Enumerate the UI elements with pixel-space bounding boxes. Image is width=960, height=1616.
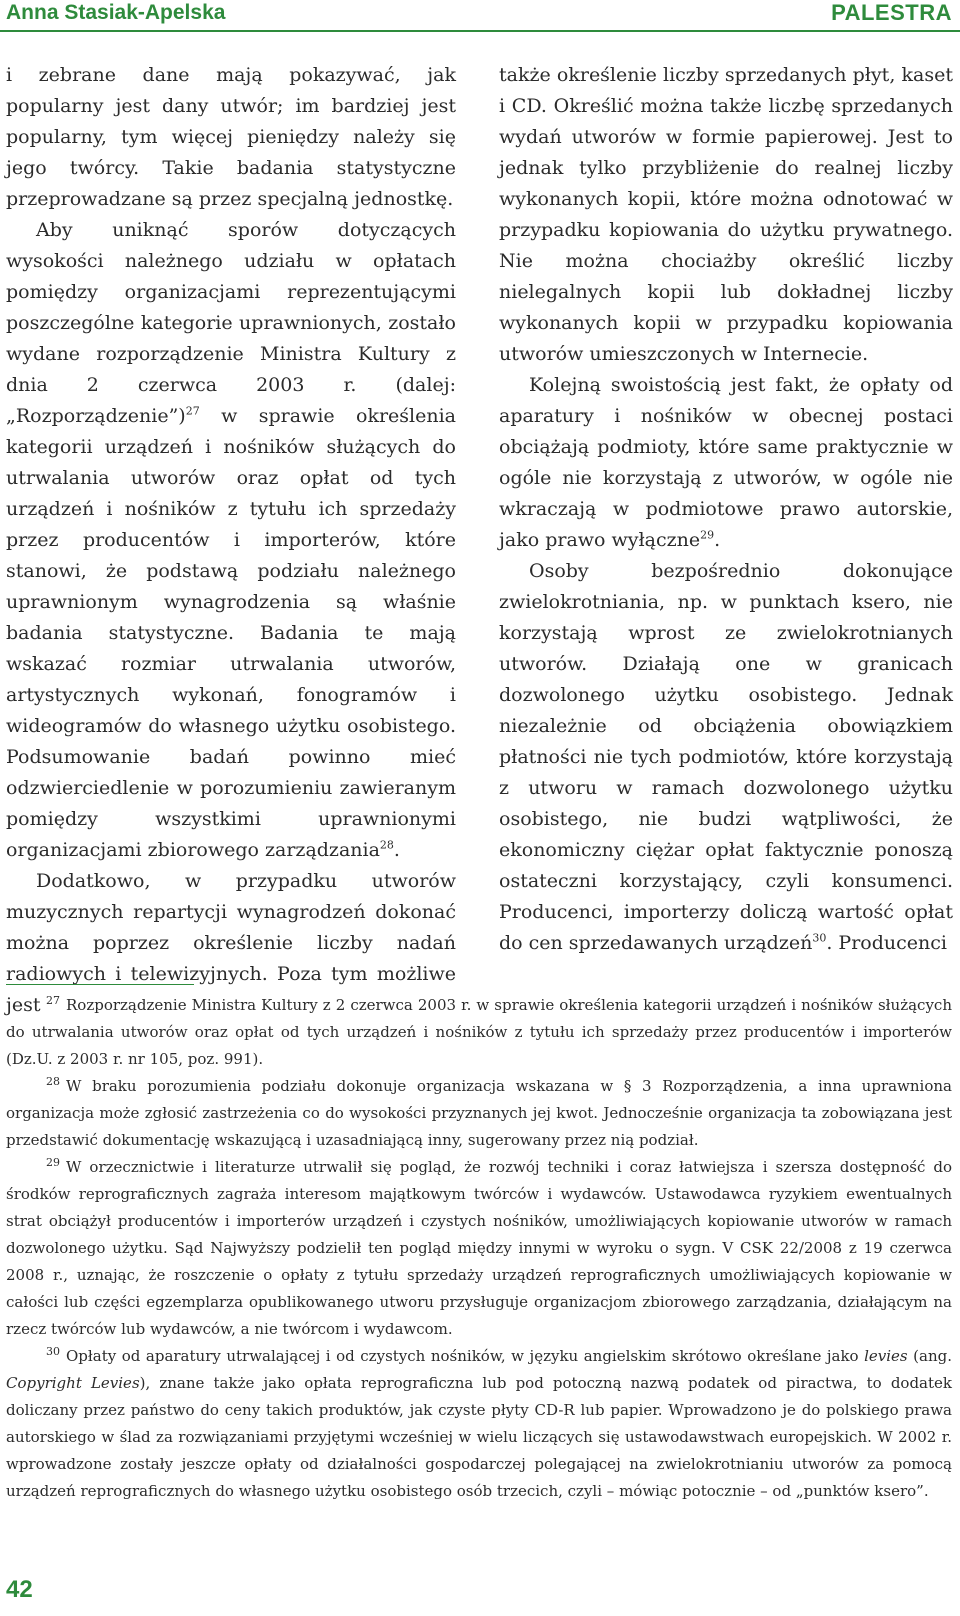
paragraph: także określenie liczby sprzedanych płyt, kaset i CD. Określić można także liczbę sprzedanych wydań utworów w formie papierowej. Jest to jednak tylko przybliżenie do realnej liczby wykonanych kopii, które można odnotować w przypadku kopiowania do użytku prywatnego. Nie można chociażby określić liczby nielegalnych kopii lub dokładnej liczby wykonanych kopii w przypadku kopiowania utworów umieszczonych w Internecie. [499,64,953,365]
footnote: $^{28}$ W braku porozumienia podziału dokonuje organizacja wskazana w § 3 Rozporządzenia, a inna uprawniona organizacja może zgłosić zastrzeżenia co do wysokości przyznanych jej kwot. Jednocześnie organizacja ta zobowiązana jest przedstawić dokumentację wskazującą i uzasadniającą inny, sugerowany przez nią podział. [6,1075,952,1149]
paragraph: Dodatkowo, w przypadku utworów muzycznych repartycji wynagrodzeń dokonać można poprzez określenie liczby nadań radiowych i telewizyjnych. Poza tym możliwe jest [6,870,456,1016]
footnote: $^{30}$ Opłaty od aparatury utrwalającej i od czystych nośników, w języku angielskim skrótowo określane jako levies (ang. Copyright Levies), znane także jako opłata reprograficzna lub pod potoczną nazwą podatek od piractwa, to dodatek doliczany przez państwo do ceny takich produktów, jak czyste płyty CD-R lub papier. Wprowadzono je do polskiego prawa autorskiego w ślad za rozwiązaniami przyjętymi wcześniej w wielu liczących się ustawodawstwach europejskich. W 2002 r. wprowadzone zostały jeszcze opłaty od działalności gospodarczej polegającej na zwielokrotnianiu utworów za pomocą urządzeń reprograficznych do własnego użytku osobistego osób trzecich, czyli – mówiąc potocznie – od „punktów ksero”. [6,1345,952,1500]
paragraph: Osoby bezpośrednio dokonujące zwielokrotniania, np. w punktach ksero, nie korzystają wprost ze zwielokrotnianych utworów. Działają one w granicach dozwolonego użytku osobistego. Jednak niezależnie od obciążenia obowiązkiem płatności nie tych podmiotów, które korzystają z utworu w ramach dozwolonego użytku osobistego, nie budzi wątpliwości, że ekonomiczny ciężar opłat faktycznie ponoszą ostateczni korzystający, czyli konsumenci. Producenci, importerzy doliczą wartość opłat do cen sprzedawanych urządzeń$^{30}$. Producenci [499,560,953,954]
footnote-number: 29 [46,1156,60,1169]
paragraph: Kolejną swoistością jest fakt, że opłaty od aparatury i nośników w obecnej postaci obciążają podmioty, które same praktycznie w ogóle nie korzystają z utworów, w ogóle nie wkraczają w podmiotowe prawo autorskie, jako prawo wyłączne$^{29}$. [499,374,953,551]
footnote-ref[interactable]: 30 [812,931,827,945]
left-text-column [6,60,456,1021]
footnote-ref[interactable]: 29 [700,528,715,542]
footnotes-section [6,992,952,1505]
footnote: $^{29}$ W orzecznictwie i literaturze utrwalił się pogląd, że rozwój techniki i coraz łatwiejsza i szersza dostępność do środków reprograficznych zagraża interesom majątkowym twórców i wydawców. Ustawodawca ryzykiem ewentualnych strat obciążył producentów i importerów urządzeń i czystych nośników, umożliwiających kopiowanie utworów w ramach dozwolonego użytku. Sąd Najwyższy podzielił ten pogląd między innymi w wyroku o sygn. V CSK 22/2008 z 19 czerwca 2008 r., uznając, że roszczenie o opłaty z tytułu sprzedaży urządzeń reprograficznych umożliwiających kopiowanie w całości lub części egzemplarza opublikowanego utworu przysługuje organizacjom zbiorowego zarządzania, działającym na rzecz twórców lub wydawców, a nie twórcom i wydawcom. [6,1156,952,1338]
paragraph: Aby uniknąć sporów dotyczących wysokości należnego udziału w opłatach pomiędzy organizacjami reprezentującymi poszczególne kategorie uprawnionych, zostało wydane rozporządzenie Ministra Kultury z dnia 2 czerwca 2003 r. (dalej: „Rozporządzenie”)$^{27}$ w sprawie określenia kategorii urządzeń i nośników służących do utrwalania utworów oraz opłat od tych urządzeń i nośników z tytułu ich sprzedaży przez producentów i importerów, które stanowi, że podstawą podziału należnego uprawnionym wynagrodzenia są właśnie badania statystyczne. Badania te mają wskazać rozmiar utrwalania utworów, artystycznych wykonań, fonogramów i wideogramów do własnego użytku osobistego. Podsumowanie badań powinno mieć odzwierciedlenie w porozumieniu zawieranym pomiędzy wszystkimi uprawnionymi organizacjami zbiorowego zarządzania$^{28}$. [6,219,456,861]
header-journal-title: PALESTRA [831,0,952,25]
footnote-number: 27 [46,994,60,1007]
footnote-ref[interactable]: 28 [379,838,394,852]
running-header [0,0,960,32]
footnote-number: 30 [46,1345,60,1358]
footnote-ref[interactable]: 27 [185,404,200,418]
footnote-divider [6,984,194,985]
footnote-number: 28 [46,1075,60,1088]
right-text-column [499,60,953,959]
paragraph: i zebrane dane mają pokazywać, jak popularny jest dany utwór; im bardziej jest popularny, tym więcej pieniędzy należy się jego twórcy. Takie badania statystyczne przeprowadzane są przez specjalną jednostkę. [6,64,456,210]
header-author: Anna Stasiak-Apelska [6,1,226,24]
footnote: $^{27}$ Rozporządzenie Ministra Kultury z 2 czerwca 2003 r. w sprawie określenia kategorii urządzeń i nośników służących do utrwalania utworów oraz opłat od tych urządzeń i nośników z tytułu ich sprzedaży przez producentów i importerów (Dz.U. z 2003 r. nr 105, poz. 991). [6,994,952,1068]
page-number: 42 [6,1576,33,1603]
